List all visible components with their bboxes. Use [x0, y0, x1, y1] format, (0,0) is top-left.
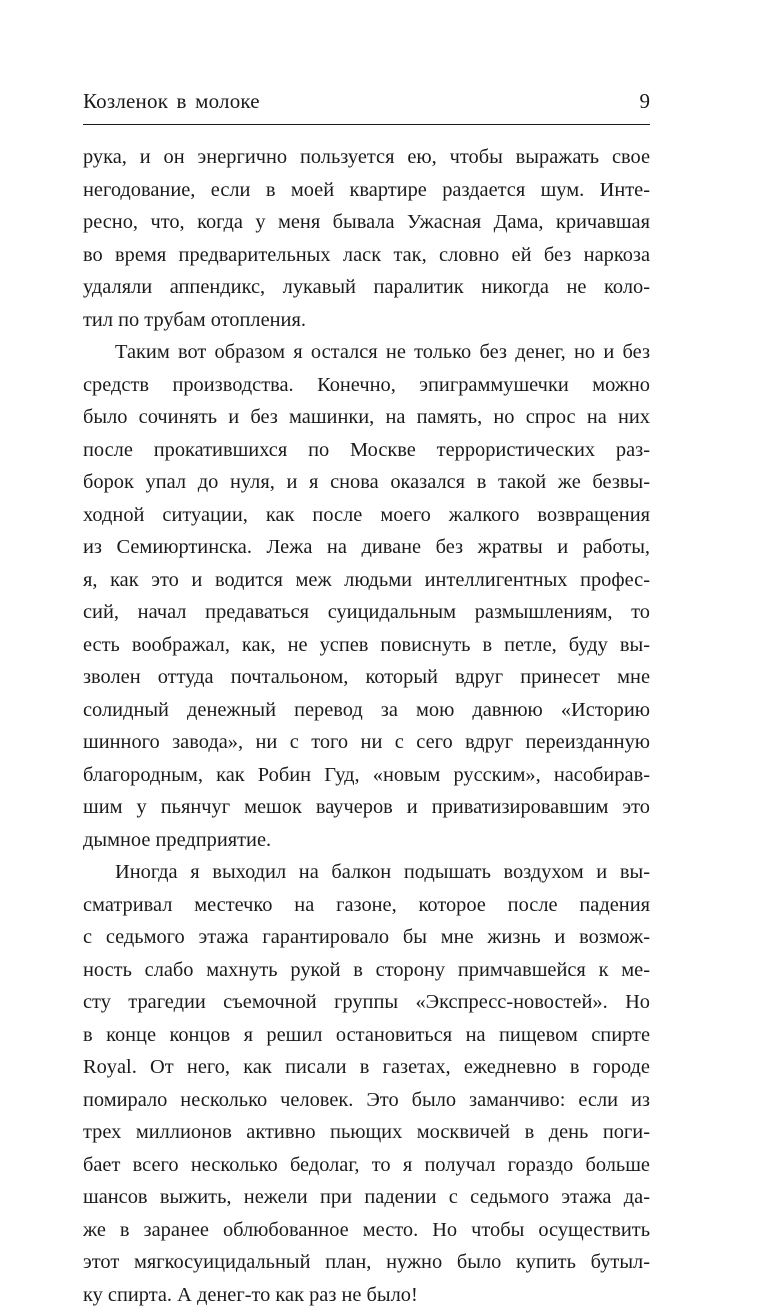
text-line: борок упал до нуля, и я снова оказался в такой же безвы-	[83, 466, 650, 499]
text-line: с седьмого этажа гарантировало бы мне жизнь и возмож-	[83, 921, 650, 954]
text-line: шим у пьянчуг мешок ваучеров и приватизировавшим это	[83, 791, 650, 824]
body-text	[83, 141, 650, 1311]
text-line: дымное предприятие.	[83, 824, 650, 857]
text-line: Royal. От него, как писали в газетах, ежедневно в городе	[83, 1051, 650, 1084]
text-line: шинного завода», ни с того ни с сего вдруг переизданную	[83, 726, 650, 759]
running-title: Козленок в молоке	[83, 86, 260, 116]
text-line: из Семиюртинска. Лежа на диване без жратвы и работы,	[83, 531, 650, 564]
paragraph	[83, 856, 650, 1311]
text-line: есть воображал, как, не успев повиснуть в петле, буду вы-	[83, 629, 650, 662]
text-line: рука, и он энергично пользуется ею, чтобы выражать свое	[83, 141, 650, 174]
text-line: сматривал местечко на газоне, которое после падения	[83, 889, 650, 922]
running-head	[83, 84, 650, 120]
text-line: удаляли аппендикс, лукавый паралитик никогда не коло-	[83, 271, 650, 304]
text-line: солидный денежный перевод за мою давнюю «Историю	[83, 694, 650, 727]
text-line: после прокатившихся по Москве террористических раз-	[83, 434, 650, 467]
text-line: ность слабо махнуть рукой в сторону примчавшейся к ме-	[83, 954, 650, 987]
text-line: бает всего несколько бедолаг, то я получал гораздо больше	[83, 1149, 650, 1182]
text-line: сту трагедии съемочной группы «Экспресс-новостей». Но	[83, 986, 650, 1019]
text-line: помирало несколько человек. Это было заманчиво: если из	[83, 1084, 650, 1117]
paragraph	[83, 336, 650, 856]
text-line: ходной ситуации, как после моего жалкого возвращения	[83, 499, 650, 532]
book-page	[83, 0, 650, 1241]
text-line: ку спирта. А денег-то как раз не было!	[83, 1279, 650, 1311]
text-line: благородным, как Робин Гуд, «новым русским», насобирав-	[83, 759, 650, 792]
text-line: трех миллионов активно пьющих москвичей в день поги-	[83, 1116, 650, 1149]
text-line: ресно, что, когда у меня бывала Ужасная Дама, кричавшая	[83, 206, 650, 239]
page-number: 9	[640, 86, 651, 116]
paragraph	[83, 141, 650, 336]
text-line: тил по трубам отопления.	[83, 304, 650, 337]
text-line: негодование, если в моей квартире раздается шум. Инте-	[83, 174, 650, 207]
text-line: шансов выжить, нежели при падении с седьмого этажа да-	[83, 1181, 650, 1214]
text-line: Таким вот образом я остался не только без денег, но и без	[83, 336, 650, 369]
text-line: Иногда я выходил на балкон подышать воздухом и вы-	[83, 856, 650, 889]
text-line: средств производства. Конечно, эпиграммушечки можно	[83, 369, 650, 402]
text-line: же в заранее облюбованное место. Но чтобы осуществить	[83, 1214, 650, 1247]
text-line: этот мягкосуицидальный план, нужно было купить бутыл-	[83, 1246, 650, 1279]
header-rule	[83, 124, 650, 125]
text-line: я, как это и водится меж людьми интеллигентных профес-	[83, 564, 650, 597]
text-line: сий, начал предаваться суицидальным размышлениям, то	[83, 596, 650, 629]
text-line: в конце концов я решил остановиться на пищевом спирте	[83, 1019, 650, 1052]
text-line: было сочинять и без машинки, на память, но спрос на них	[83, 401, 650, 434]
text-line: во время предварительных ласк так, словно ей без наркоза	[83, 239, 650, 272]
text-line: зволен оттуда почтальоном, который вдруг принесет мне	[83, 661, 650, 694]
